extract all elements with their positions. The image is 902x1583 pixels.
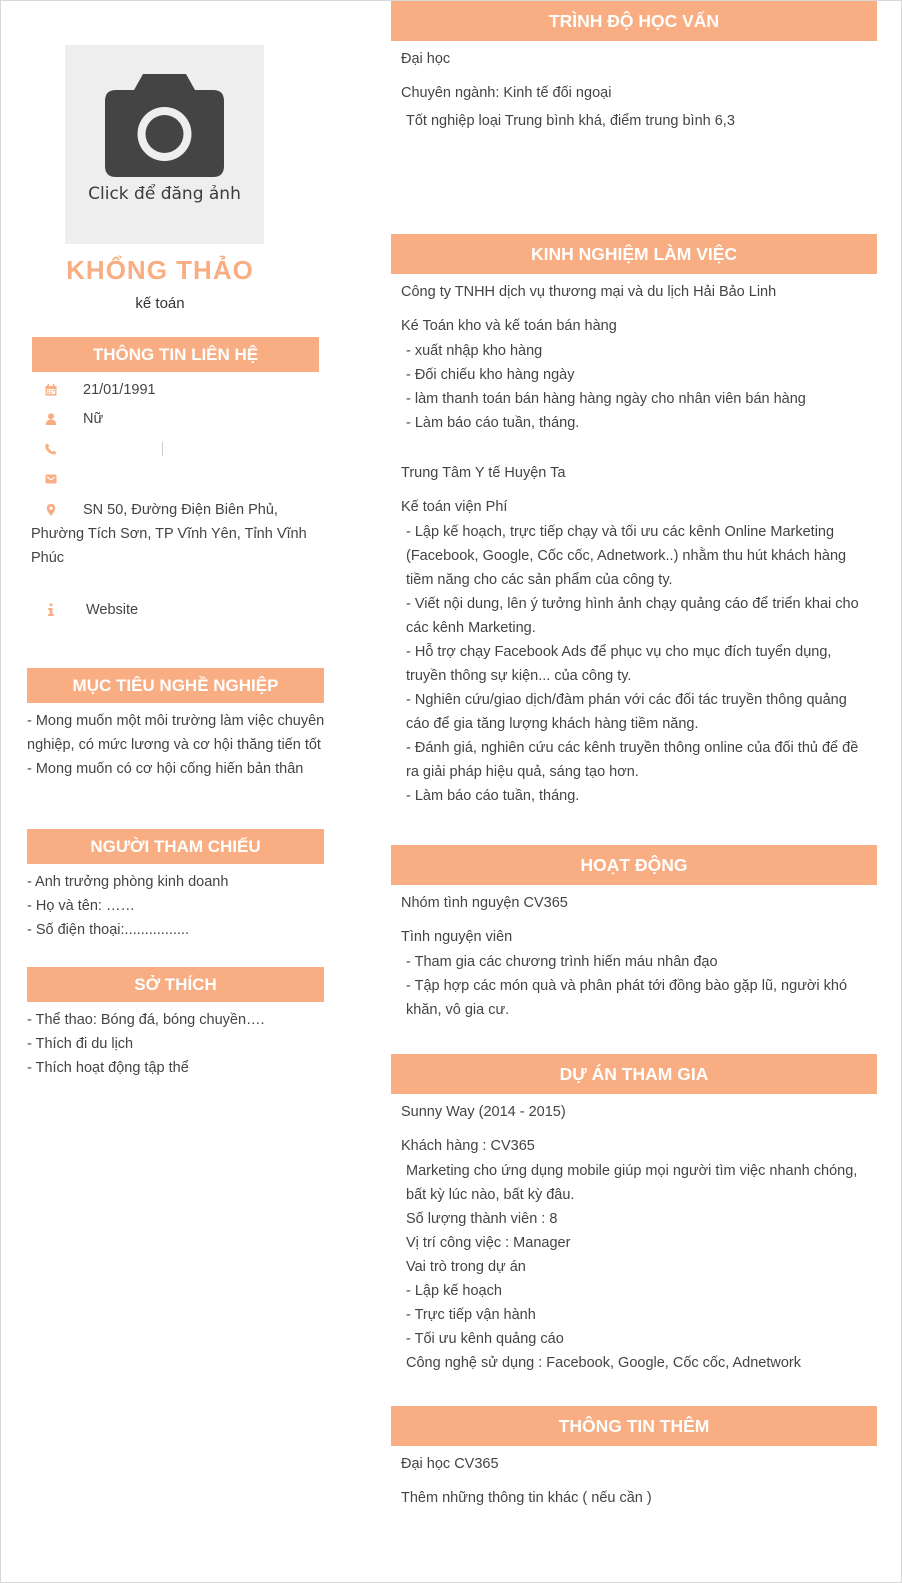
job-desc-line: - Làm báo cáo tuần, tháng. <box>406 415 580 431</box>
contact-website[interactable]: Website <box>86 602 139 618</box>
candidate-job-title: kế toán <box>135 295 185 312</box>
activity-desc-line: - Tập hợp các món quà và phân phát tới đồng bào gặp lũ, người khó khăn, vô gia cư. <box>406 978 848 1018</box>
contact-address: SN 50, Đường Điện Biên Phủ, Phường Tích Sơn, TP Vĩnh Yên, Tỉnh Vĩnh Phúc <box>31 502 307 566</box>
job-desc-line: - xuất nhập kho hàng <box>406 343 543 359</box>
reference-line: - Anh trưởng phòng kinh doanh <box>27 874 229 890</box>
section-experience <box>391 234 877 808</box>
section-heading-hobbies: SỞ THÍCH <box>27 967 324 1002</box>
education-school: Đại học <box>401 51 451 67</box>
job-desc-line: - làm thanh toán bán hàng hàng ngày cho nhân viên bán hàng <box>406 391 806 407</box>
project-desc-line: Vị trí công việc : Manager <box>406 1235 571 1251</box>
project-client: Khách hàng : CV365 <box>401 1138 535 1154</box>
user-icon <box>45 413 57 425</box>
more-info-line: Đại học CV365 <box>401 1456 499 1472</box>
hobby-line: - Thể thao: Bóng đá, bóng chuyền…. <box>27 1012 265 1028</box>
project-desc-line: - Trực tiếp vận hành <box>406 1307 536 1323</box>
project-name: Sunny Way (2014 - 2015) <box>401 1104 566 1120</box>
job-desc-line: - Đánh giá, nghiên cứu các kênh truyền thông online của đối thủ để đề ra giải pháp hiệu quả, sáng tạo hơn. <box>406 740 859 780</box>
job-desc <box>391 520 877 808</box>
phone-divider <box>162 442 163 456</box>
activity-desc <box>391 950 877 1022</box>
job-company: Công ty TNHH dịch vụ thương mại và du lịch Hải Bảo Linh <box>401 284 777 300</box>
job-desc-line: - Viết nội dung, lên ý tưởng hình ảnh chạy quảng cáo để triển khai cho các kênh Marketing. <box>406 596 859 636</box>
job-company: Trung Tâm Y tế Huyện Ta <box>401 465 566 481</box>
phone-icon <box>45 443 57 455</box>
calendar-icon <box>45 384 57 396</box>
job-title: Ké Toán kho và kế toán bán hàng <box>401 318 617 334</box>
section-projects <box>391 1054 877 1375</box>
objective-line: - Mong muốn một môi trường làm việc chuyên nghiệp, có mức lương và cơ hội thăng tiến tốt <box>27 713 325 753</box>
job-title: Kế toán viện Phí <box>401 499 508 515</box>
job-desc-line: - Lập kế hoạch, trực tiếp chạy và tối ưu các kênh Online Marketing (Facebook, Google, Cốc cốc, Adnetwork..) nhằm thu hút khách hàng tiềm năng cho các sản phẩm của công ty. <box>406 524 847 588</box>
photo-upload-label: Click để đăng ảnh <box>88 184 241 204</box>
reference-content <box>27 870 327 942</box>
activity-org: Nhóm tình nguyện CV365 <box>401 895 568 911</box>
project-desc-line: Số lượng thành viên : 8 <box>406 1211 558 1227</box>
photo-upload[interactable] <box>65 45 264 244</box>
project-desc-line: Marketing cho ứng dụng mobile giúp mọi người tìm việc nhanh chóng, bất kỳ lúc nào, bất kỳ đâu. <box>406 1163 858 1203</box>
left-column <box>1 1 351 1583</box>
candidate-name: KHỔNG THẢO <box>66 255 254 285</box>
camera-icon <box>105 74 224 178</box>
education-major: Chuyên ngành: Kinh tế đối ngoại <box>401 85 612 101</box>
job-desc-line: - Đối chiếu kho hàng ngày <box>406 367 575 383</box>
hobby-line: - Thích đi du lịch <box>27 1036 134 1052</box>
section-more-info <box>391 1406 877 1506</box>
section-heading-objective: MỤC TIÊU NGHỀ NGHIỆP <box>27 668 324 703</box>
section-heading-projects: DỰ ÁN THAM GIA <box>391 1054 877 1094</box>
project-desc-line: - Tối ưu kênh quảng cáo <box>406 1331 564 1347</box>
education-desc: Tốt nghiệp loại Trung bình khá, điểm trung bình 6,3 <box>406 113 735 129</box>
hobbies-content <box>27 1008 327 1080</box>
info-icon <box>45 603 57 617</box>
contact-gender: Nữ <box>83 411 104 427</box>
reference-line: - Họ và tên: …… <box>27 898 135 914</box>
activity-role: Tình nguyện viên <box>401 929 513 945</box>
envelope-icon <box>45 473 57 485</box>
contact-birthday: 21/01/1991 <box>83 382 156 398</box>
project-desc <box>391 1159 877 1375</box>
project-desc-line: Công nghệ sử dụng : Facebook, Google, Cốc cốc, Adnetwork <box>406 1355 801 1371</box>
section-heading-more-info: THÔNG TIN THÊM <box>391 1406 877 1446</box>
section-heading-experience: KINH NGHIỆM LÀM VIỆC <box>391 234 877 274</box>
section-activities <box>391 845 877 1022</box>
job-desc <box>391 339 877 435</box>
job-desc-line: - Nghiên cứu/giao dịch/đàm phán với các đối tác truyền thông quảng cáo để gia tăng lượng khách hàng tiềm năng. <box>406 692 847 732</box>
section-heading-activities: HOẠT ĐỘNG <box>391 845 877 885</box>
job-desc-line: - Hỗ trợ chạy Facebook Ads để phục vụ cho mục đích tuyển dụng, truyền thông sự kiện... của công ty. <box>406 644 832 684</box>
objective-content <box>27 709 327 781</box>
section-heading-reference: NGƯỜI THAM CHIẾU <box>27 829 324 864</box>
section-heading-contact: THÔNG TIN LIÊN HỆ <box>32 337 319 372</box>
project-desc-line: - Lập kế hoạch <box>406 1283 502 1299</box>
hobby-line: - Thích hoạt động tập thể <box>27 1060 189 1076</box>
job-desc-line: - Làm báo cáo tuần, tháng. <box>406 788 580 804</box>
more-info-line: Thêm những thông tin khác ( nếu cần ) <box>401 1490 652 1506</box>
activity-desc-line: - Tham gia các chương trình hiến máu nhân đạo <box>406 954 718 970</box>
section-heading-education: TRÌNH ĐỘ HỌC VẤN <box>391 1 877 41</box>
reference-line: - Số điện thoại:................ <box>27 922 189 938</box>
section-education <box>391 1 877 133</box>
objective-line: - Mong muốn có cơ hội cống hiến bản thân <box>27 761 304 777</box>
project-desc-line: Vai trò trong dự án <box>406 1259 526 1275</box>
